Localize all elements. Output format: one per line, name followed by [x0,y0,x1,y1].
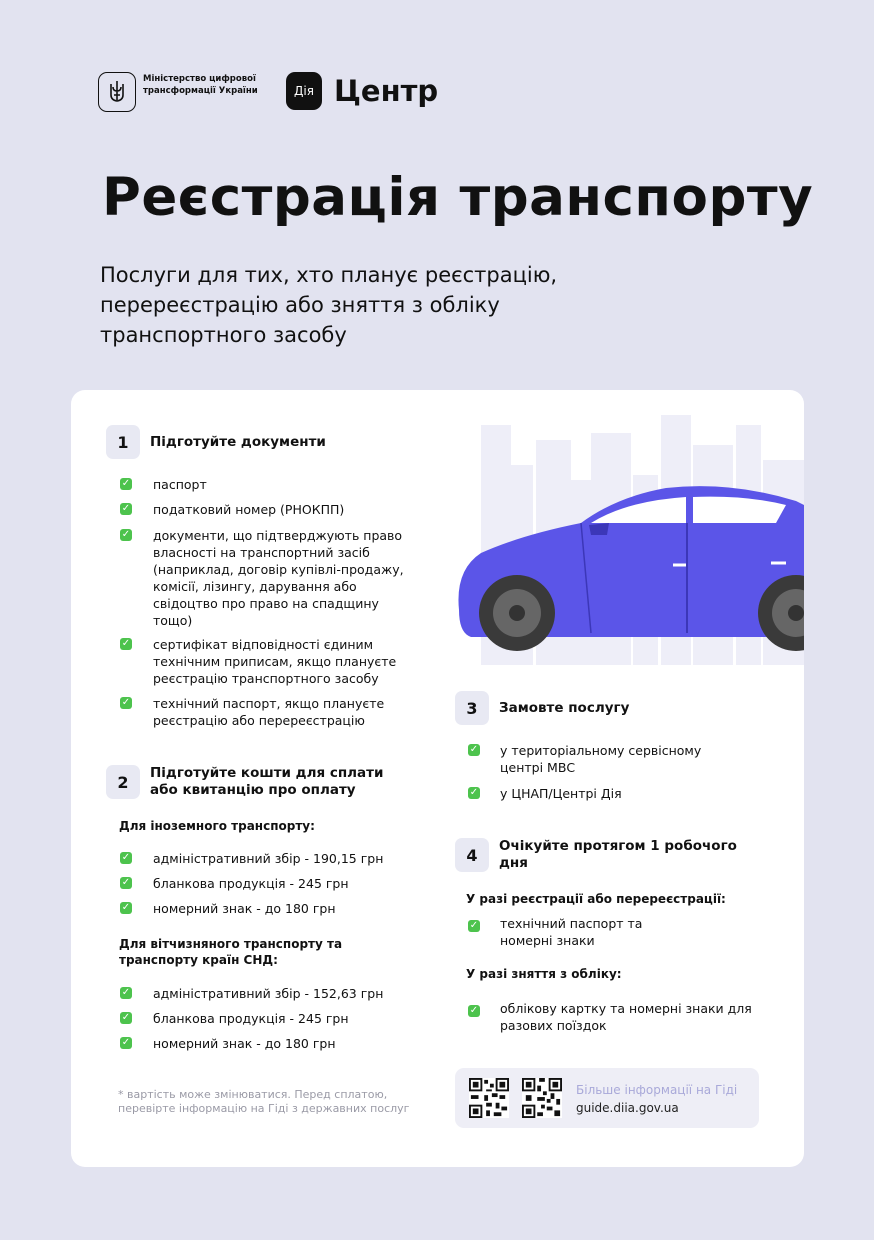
step-number-2: 2 [106,765,140,799]
check-icon: ✓ [469,744,479,755]
list-item: у територіальному сервісному центрі МВС [500,743,702,775]
check-icon: ✓ [469,787,479,798]
ministry-name: Міністерство цифрової трансформації України [143,74,258,96]
list-item: технічний паспорт та номерні знаки [500,916,643,948]
section2-title: Підготуйте кошти для сплати або квитанцію про оплату [150,765,384,798]
check-icon: ✓ [121,1012,131,1023]
list-item: бланкова продукція - 245 грн [153,1011,349,1026]
check-icon: ✓ [121,503,131,514]
list-item: номерний знак - до 180 грн [153,1036,336,1051]
check-icon: ✓ [121,478,131,489]
list-item: технічний паспорт, якщо плануєте реєстрацію або перереєстрацію [153,696,385,728]
list-item: адміністративний збір - 190,15 грн [153,851,384,866]
page-title: Реєстрація транспорту [102,167,814,228]
deregistration-title: У разі зняття з обліку: [466,967,622,981]
ministry-emblem-icon [98,72,136,112]
section3-title: Замовте послугу [499,700,630,716]
step-number-1: 1 [106,425,140,459]
check-icon: ✓ [469,1005,479,1016]
list-item: податковий номер (РНОКПП) [153,502,345,517]
car-illustration [441,405,804,665]
list-item: паспорт [153,477,207,492]
step-number-3: 3 [455,691,489,725]
check-icon: ✓ [121,638,131,649]
check-icon: ✓ [121,697,131,708]
section1-title: Підготуйте документи [150,434,326,450]
list-item: сертифікат відповідності єдиним технічним приписам, якщо плануєте реєстрацію транспортного засобу [153,637,397,686]
list-item: бланкова продукція - 245 грн [153,876,349,891]
page-subtitle: Послуги для тих, хто планує реєстрацію, перереєстрацію або зняття з обліку транспортного засобу [100,263,558,347]
more-info-label: Більше інформації на Гіді [576,1083,738,1097]
diia-logo: Дія [286,72,322,110]
list-item: документи, що підтверджують право власності на транспортний засіб (наприклад, договір купівлі-продажу, комісії, лізингу, дарування або свідоцтво про право на спадщину тощо) [153,528,404,628]
guide-link[interactable]: guide.diia.gov.ua [576,1101,679,1115]
check-icon: ✓ [121,902,131,913]
check-icon: ✓ [121,1037,131,1048]
list-item: адміністративний збір - 152,63 грн [153,986,384,1001]
check-icon: ✓ [121,852,131,863]
qr-code-icon[interactable] [522,1078,562,1118]
list-item: номерний знак - до 180 грн [153,901,336,916]
qr-code-icon[interactable] [469,1078,509,1118]
check-icon: ✓ [121,529,131,540]
foreign-transport-title: Для іноземного транспорту: [119,819,315,833]
domestic-transport-title: Для вітчизняного транспорту та транспорту країн СНД: [119,937,343,967]
list-item: у ЦНАП/Центрі Дія [500,786,622,801]
check-icon: ✓ [121,877,131,888]
list-item: облікову картку та номерні знаки для разових поїздок [500,1001,752,1033]
check-icon: ✓ [121,987,131,998]
center-label: Центр [334,74,439,108]
registration-title: У разі реєстрації або перереєстрації: [466,892,726,906]
check-icon: ✓ [469,920,479,931]
section4-title: Очікуйте протягом 1 робочого дня [499,838,737,871]
price-note: * вартість може змінюватися. Перед сплатою, перевірте інформацію на Гіді з державних послуг [118,1088,410,1115]
step-number-4: 4 [455,838,489,872]
